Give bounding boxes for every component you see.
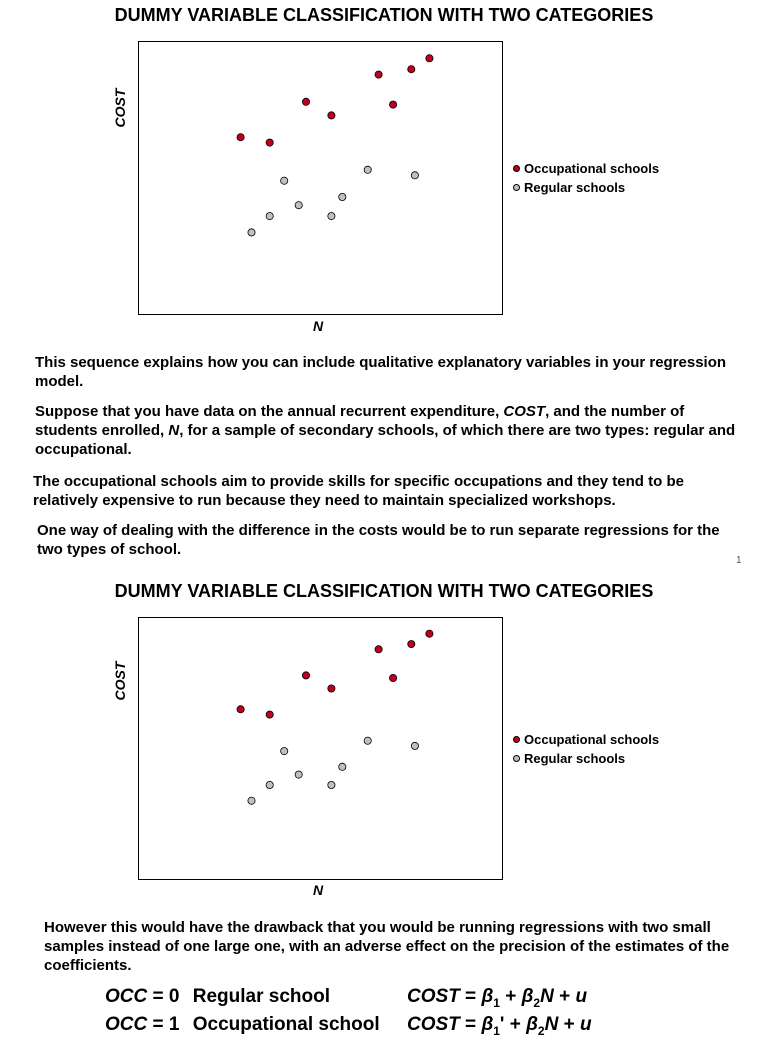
scatter-plot-area [138, 617, 503, 880]
occupational-school-point [266, 711, 273, 718]
slide-title: DUMMY VARIABLE CLASSIFICATION WITH TWO CATEGORIES [114, 581, 654, 601]
gray-dot-icon [513, 184, 520, 191]
slide-2 [0, 578, 768, 1038]
x-axis-label: N [313, 318, 324, 334]
legend-item-regular [513, 178, 659, 197]
occupational-school-point [426, 630, 433, 637]
regression-equation-occupational [407, 1014, 592, 1038]
page-number: 1 [736, 555, 742, 566]
regular-school-point [328, 781, 335, 788]
equals-sign: = [459, 1014, 482, 1035]
legend-label: Regular schools [524, 751, 626, 766]
regular-school-point [339, 763, 346, 770]
plus-sign: + [558, 1014, 580, 1035]
plus-sign: + [504, 1014, 527, 1035]
chart-legend [513, 730, 659, 768]
legend-label: Occupational schools [524, 732, 660, 747]
regular-school-point [248, 797, 255, 804]
beta-symbol: β [526, 1014, 538, 1035]
regular-school-point [281, 177, 288, 184]
scatter-plot-area [138, 41, 503, 315]
cost-variable: COST [407, 986, 460, 1007]
subscript: 2 [537, 1023, 545, 1038]
n-variable: N [544, 1014, 559, 1035]
gray-dot-icon [513, 755, 520, 762]
error-term: u [579, 1014, 592, 1035]
regular-school-point [411, 742, 418, 749]
legend-item-regular [513, 749, 659, 768]
school-type-label: Occupational school [192, 1014, 380, 1035]
occupational-school-point [237, 706, 244, 713]
n-variable: N [540, 986, 554, 1007]
text-run: Suppose that you have data on the annual recurrent expenditure, [35, 403, 504, 420]
occupational-school-point [302, 98, 309, 105]
regular-school-point [364, 737, 371, 744]
occ-value: = 0 [147, 986, 180, 1007]
equation-regular [105, 986, 330, 1008]
subscript: 2 [533, 995, 541, 1010]
occupational-school-point [390, 674, 397, 681]
equation-occupational [105, 1014, 380, 1036]
occ-variable: OCC [105, 1014, 148, 1035]
regular-school-point [295, 771, 302, 778]
slide-title: DUMMY VARIABLE CLASSIFICATION WITH TWO CATEGORIES [114, 5, 654, 25]
paragraph-intro: This sequence explains how you can include qualitative explanatory variables in your regression model. [35, 354, 727, 390]
subscript: 1 [493, 995, 500, 1010]
regression-equation-regular [407, 986, 587, 1010]
beta-symbol: β [481, 986, 494, 1007]
regular-school-point [364, 166, 371, 173]
school-type-label: Regular school [192, 986, 330, 1007]
beta-symbol: β [481, 1014, 494, 1035]
occupational-school-point [408, 641, 415, 648]
occupational-school-point [328, 112, 335, 119]
prime-mark: ' [499, 1014, 505, 1035]
red-dot-icon [513, 736, 520, 743]
error-term: u [575, 986, 588, 1007]
occupational-school-point [237, 134, 244, 141]
paragraph-drawback: However this would have the drawback that you would be running regressions with two small samples instead of one large one, with an adverse effect on the precision of the estimates of the coefficients. [44, 919, 730, 974]
x-axis-label: N [313, 882, 324, 898]
beta-symbol: β [521, 986, 534, 1007]
regular-school-point [339, 193, 346, 200]
chart-legend [513, 159, 659, 197]
legend-label: Occupational schools [524, 161, 660, 176]
text-run-italic: COST [503, 403, 546, 420]
subscript: 1 [493, 1023, 500, 1038]
regular-school-point [411, 172, 418, 179]
regular-school-point [266, 781, 273, 788]
regular-school-point [248, 229, 255, 236]
legend-item-occupational [513, 730, 659, 749]
equals-sign: = [459, 986, 482, 1007]
legend-label: Regular schools [524, 180, 626, 195]
occupational-school-point [328, 685, 335, 692]
scatter-chart [139, 42, 502, 314]
regular-school-point [266, 213, 273, 220]
occupational-school-point [408, 66, 415, 73]
plus-sign: + [553, 986, 576, 1007]
y-axis-label: COST [112, 88, 128, 128]
scatter-chart [139, 618, 502, 879]
regular-school-point [295, 202, 302, 209]
text-run: , and the number of students enrolled, [35, 403, 685, 439]
paragraph-separate-regressions: One way of dealing with the difference in the costs would be to run separate regressions for the two types of school. [37, 522, 720, 558]
cost-variable: COST [407, 1014, 460, 1035]
legend-item-occupational [513, 159, 659, 178]
occupational-school-point [375, 71, 382, 78]
paragraph-occupational: The occupational schools aim to provide skills for specific occupations and they tend to be relatively expensive to run because they need to maintain specialized workshops. [33, 473, 684, 509]
occupational-school-point [390, 101, 397, 108]
text-run-italic: N [168, 422, 180, 439]
occ-variable: OCC [105, 986, 148, 1007]
paragraph-data [35, 402, 740, 459]
occupational-school-point [302, 672, 309, 679]
occupational-school-point [375, 646, 382, 653]
regular-school-point [328, 213, 335, 220]
y-axis-label: COST [112, 661, 128, 701]
red-dot-icon [513, 165, 520, 172]
plus-sign: + [499, 986, 522, 1007]
occ-value: = 1 [147, 1014, 180, 1035]
regular-school-point [281, 748, 288, 755]
occupational-school-point [426, 55, 433, 62]
occupational-school-point [266, 139, 273, 146]
text-run: , for a sample of secondary schools, of which there are two types: regular and occupational. [35, 422, 736, 458]
